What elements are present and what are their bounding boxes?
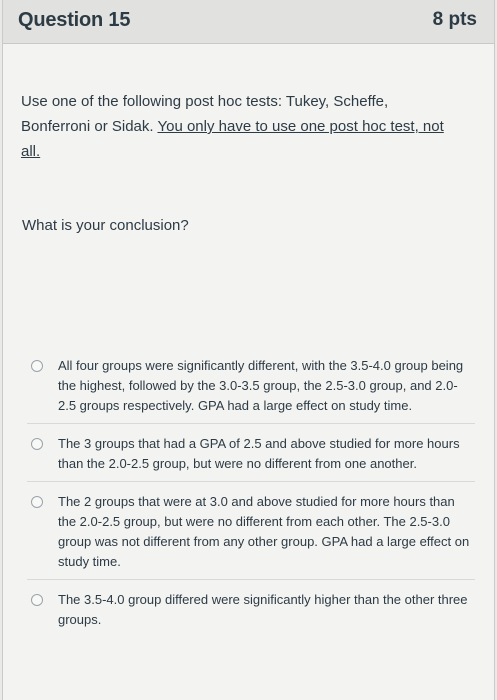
answer-option-3[interactable] [27, 492, 475, 572]
question-card [2, 0, 495, 700]
answer-divider [27, 423, 475, 424]
answer-label[interactable]: The 2 groups that were at 3.0 and above studied for more hours than the 2.0-2.5 group, but were no different from each other. The 2.5-3.0 group was not different from any other group. GPA had a large effect on study time. [58, 494, 470, 569]
answer-option-2[interactable] [27, 434, 475, 474]
question-title: Question 15 [18, 9, 131, 31]
question-header [3, 0, 494, 44]
answer-divider [27, 579, 475, 580]
instructions-underlined-text: You only have to use one post hoc test, not all. [21, 118, 444, 160]
answer-option-4[interactable] [27, 590, 475, 630]
answer-option-1[interactable] [27, 356, 475, 416]
instructions-text: Use one of the following post hoc tests: Tukey, Scheffe, Bonferroni or Sidak. [21, 93, 389, 135]
answer-label[interactable]: All four groups were significantly different, with the 3.5-4.0 group being the highest, followed by the 3.0-3.5 group, the 2.5-3.0 group, and 2.0-2.5 groups respectively. GPA had a large effect on study time. [58, 358, 464, 413]
radio-button[interactable] [31, 496, 43, 508]
question-instructions [21, 89, 461, 164]
answer-divider [27, 481, 475, 482]
answer-label[interactable]: The 3 groups that had a GPA of 2.5 and above studied for more hours than the 2.0-2.5 group, but were no different from one another. [58, 436, 460, 471]
answer-list [27, 340, 475, 630]
question-prompt: What is your conclusion? [22, 217, 189, 234]
radio-button[interactable] [31, 594, 43, 606]
question-points: 8 pts [432, 9, 477, 30]
radio-button[interactable] [31, 360, 43, 372]
answer-label[interactable]: The 3.5-4.0 group differed were significantly higher than the other three groups. [58, 592, 468, 627]
radio-button[interactable] [31, 438, 43, 450]
